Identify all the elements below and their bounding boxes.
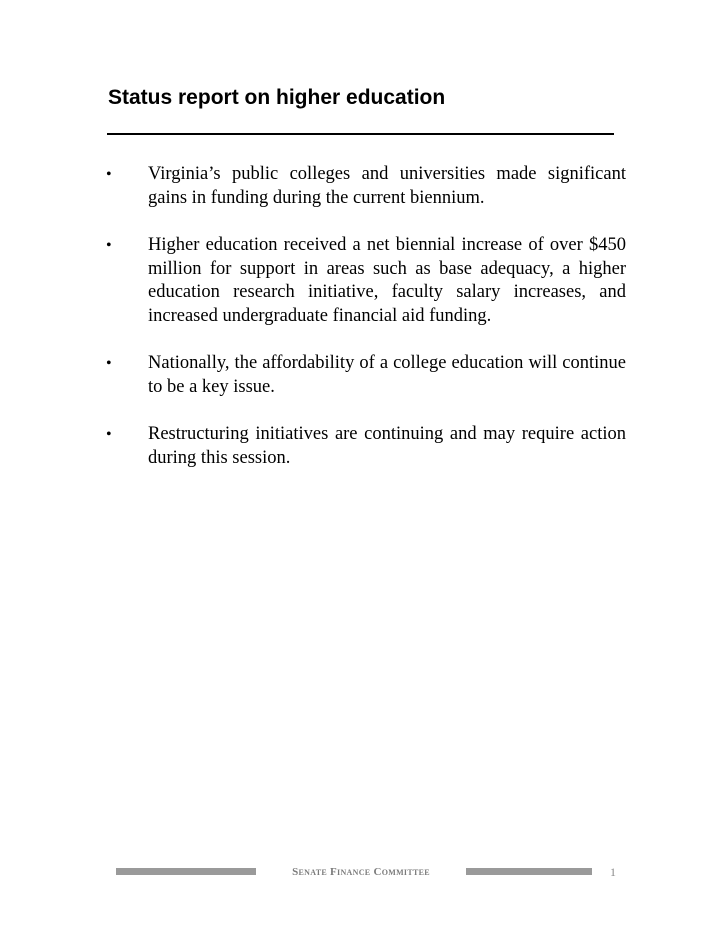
bullet-icon: •	[106, 237, 112, 254]
list-item	[106, 352, 626, 399]
page-title: Status report on higher education	[108, 86, 446, 109]
footer-committee-name: Senate Finance Committee	[292, 866, 430, 878]
page-footer	[116, 862, 616, 882]
list-item	[106, 423, 626, 470]
title-underline-rule	[107, 133, 614, 135]
footer-right-bar	[466, 868, 592, 875]
bullet-icon: •	[106, 355, 112, 372]
bullet-text: Higher education received a net biennial increase of over $450 million for support in areas such as base adequacy, a higher education research initiative, faculty salary increases, and increased undergraduate financial aid funding.	[148, 235, 626, 326]
page-number: 1	[610, 865, 616, 879]
bullet-text: Virginia’s public colleges and universities made significant gains in funding during the current biennium.	[148, 164, 626, 208]
bullet-list	[106, 163, 626, 494]
list-item	[106, 234, 626, 328]
bullet-icon: •	[106, 426, 112, 443]
footer-left-bar	[116, 868, 256, 875]
bullet-text: Restructuring initiatives are continuing and may require action during this session.	[148, 424, 626, 468]
bullet-icon: •	[106, 166, 112, 183]
bullet-text: Nationally, the affordability of a college education will continue to be a key issue.	[148, 353, 626, 397]
list-item	[106, 163, 626, 210]
